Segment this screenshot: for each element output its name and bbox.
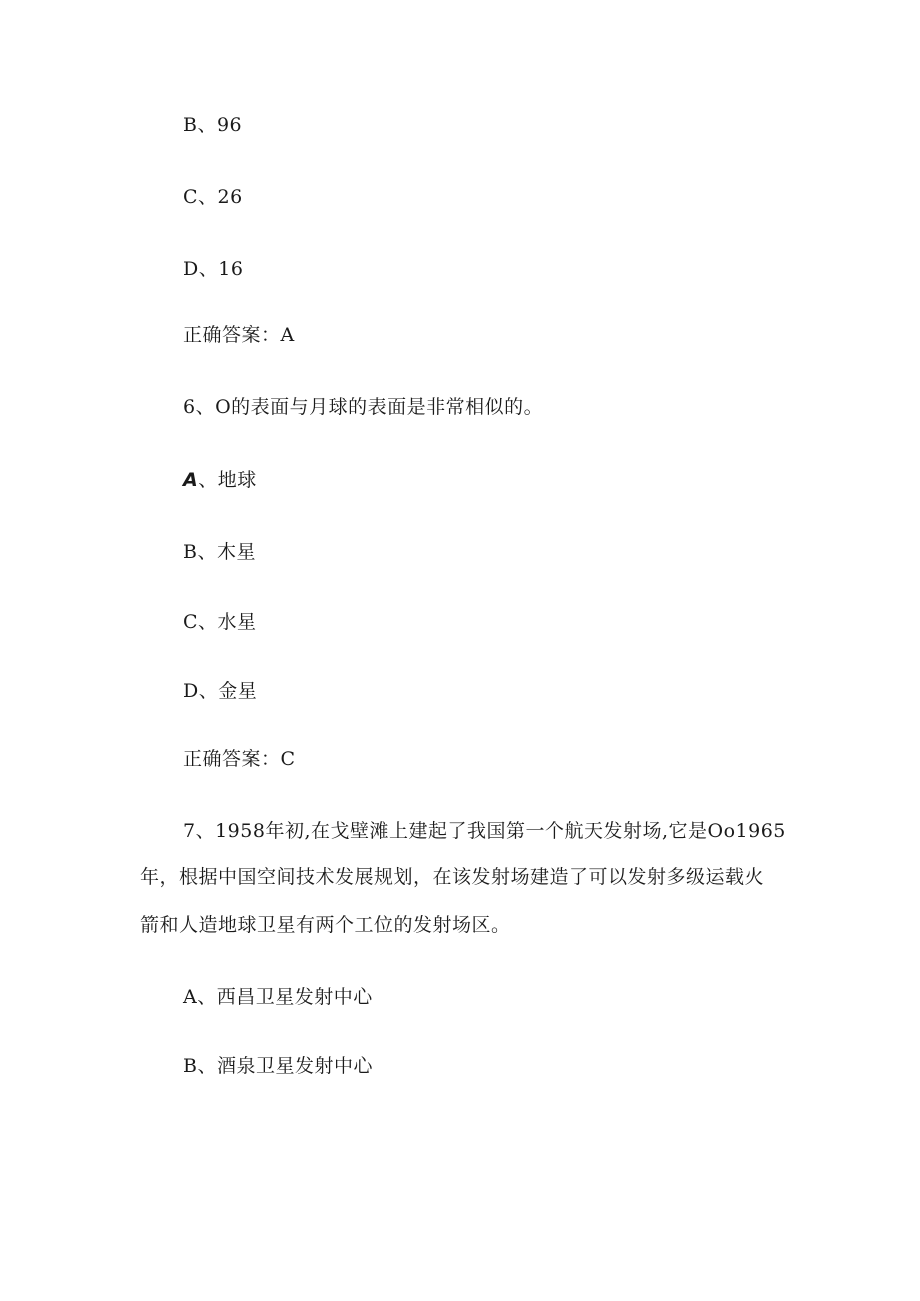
q7-question-line2: 年，根据中国空间技术发展规划，在该发射场建造了可以发射多级运载火: [140, 866, 765, 888]
q5-option-b: B、96: [183, 114, 243, 136]
q5-answer: 正确答案：A: [183, 324, 295, 346]
q7-question-line3: 箭和人造地球卫星有两个工位的发射场区。: [140, 914, 511, 936]
q7-question-line1: 7、1958年初,在戈壁滩上建起了我国第一个航天发射场,它是Oo1965: [183, 820, 786, 842]
q6-option-b: B、木星: [183, 541, 256, 563]
q6-option-a-text: 、地球: [198, 469, 257, 491]
q6-question: 6、O的表面与月球的表面是非常相似的。: [183, 396, 544, 418]
q7-option-b: B、酒泉卫星发射中心: [183, 1055, 373, 1077]
q6-option-a-label: A: [183, 469, 199, 491]
q5-option-c: C、26: [183, 186, 243, 208]
q7-option-a: A、西昌卫星发射中心: [183, 986, 373, 1008]
q6-option-d: D、金星: [183, 680, 258, 702]
q5-option-d: D、16: [183, 258, 244, 280]
q6-answer: 正确答案：C: [183, 748, 296, 770]
q6-option-c: C、水星: [183, 611, 257, 633]
q6-option-a: [183, 467, 257, 493]
